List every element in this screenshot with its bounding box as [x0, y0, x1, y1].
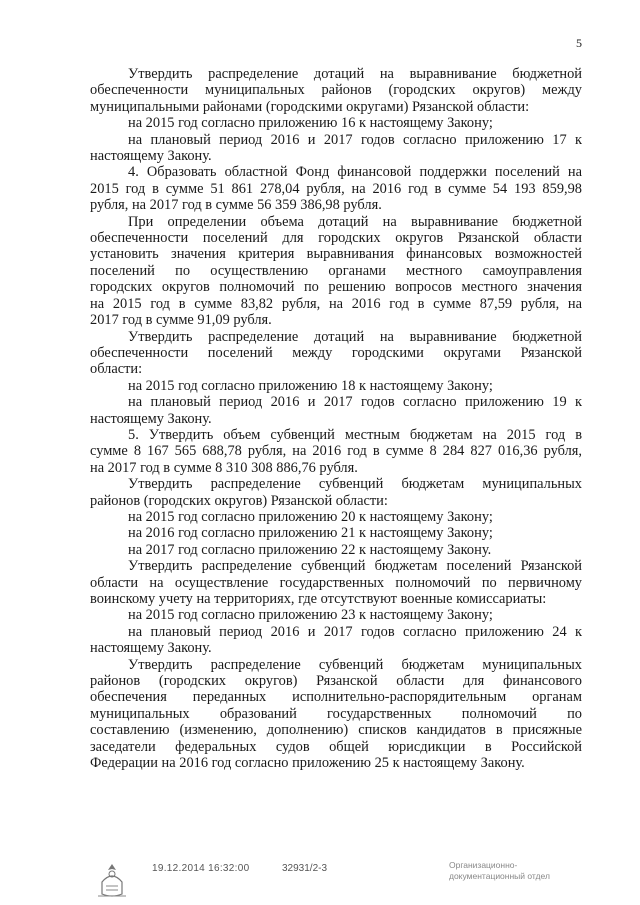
text-line: на 2015 год в сумме 83,82 рубля, на 2016 год в сумме 87,59 рубля, на: [90, 295, 582, 312]
text-line: области:: [90, 361, 143, 378]
page-number: 5: [576, 36, 582, 50]
text-line: обеспеченности поселений между городскими округами Рязанской: [90, 344, 582, 361]
text-line: на плановый период 2016 и 2017 годов согласно приложению 19 к: [128, 394, 582, 411]
text-line: обеспеченности поселений для городских округов Рязанской области: [90, 230, 582, 247]
timestamp: 19.12.2014 16:32:00: [152, 863, 250, 874]
text-line: поселений по осуществлению органами местного самоуправления: [90, 262, 582, 279]
text-line: настоящему Закону.: [90, 148, 212, 165]
department-stamp: [449, 860, 550, 882]
text-line: на 2015 год согласно приложению 20 к настоящему Закону;: [128, 508, 493, 525]
text-line: установить значения критерия выравнивания финансовых возможностей: [90, 246, 582, 263]
text-line: обеспечения переданных исполнительно-распорядительным органам: [90, 689, 582, 706]
text-line: на плановый период 2016 и 2017 годов согласно приложению 17 к: [128, 131, 582, 148]
text-line: Утвердить распределение дотаций на выравнивание бюджетной: [128, 66, 582, 82]
text-line: муниципальными районами (городскими округами) Рязанской области:: [90, 98, 530, 115]
document-number: 32931/2-3: [282, 863, 328, 874]
text-line: При определении объема дотаций на выравнивание бюджетной: [128, 213, 582, 230]
text-line: Утвердить распределение субвенций бюджетам поселений Рязанской: [128, 558, 582, 575]
text-line: настоящему Закону.: [90, 640, 212, 657]
text-line: области на осуществление государственных полномочий по первичному: [90, 574, 582, 591]
text-line: рубля, на 2017 год в сумме 56 359 386,98 рубля.: [90, 197, 382, 214]
text-line: городских округов полномочий по решению вопросов местного значения: [90, 279, 582, 296]
text-line: на 2017 год в сумме 8 310 308 886,76 рубля.: [90, 459, 358, 476]
text-line: Утвердить распределение субвенций бюджетам муниципальных: [128, 656, 582, 673]
text-line: на 2016 год согласно приложению 21 к настоящему Закону;: [128, 525, 493, 542]
text-line: Федерации на 2016 год согласно приложению 25 к настоящему Закону.: [90, 755, 525, 772]
text-line: на плановый период 2016 и 2017 годов согласно приложению 24 к: [128, 623, 582, 640]
text-line: Утвердить распределение дотаций на выравнивание бюджетной: [128, 328, 582, 345]
text-line: районов (городских округов) Рязанской области:: [90, 492, 388, 509]
text-line: 5. Утвердить объем субвенций местным бюджетам на 2015 год в: [128, 426, 582, 443]
document-body: [90, 66, 582, 771]
text-line: заседатели федеральных судов общей юрисдикции в Российской: [90, 738, 582, 755]
coat-of-arms-icon: [92, 860, 132, 900]
text-line: составлению (изменению, дополнению) списков кандидатов в присяжные: [90, 722, 582, 739]
text-line: воинскому учету на территориях, где отсутствуют военные комиссариаты:: [90, 591, 547, 607]
text-line: Утвердить распределение субвенций бюджетам муниципальных: [128, 476, 582, 493]
text-line: на 2015 год согласно приложению 18 к настоящему Закону;: [128, 377, 493, 394]
text-line: сумме 8 167 565 688,78 рубля, на 2016 год в сумме 8 284 827 016,36 рубля,: [90, 443, 582, 460]
text-line: муниципальных образований государственных полномочий по: [90, 705, 582, 722]
text-line: обеспеченности муниципальных районов (городских округов) между: [90, 82, 582, 99]
department-line-2: документационный отдел: [449, 871, 550, 881]
text-line: на 2015 год согласно приложению 16 к настоящему Закону;: [128, 115, 493, 132]
text-line: районов (городских округов) Рязанской области для финансового: [90, 673, 582, 690]
text-line: настоящему Закону.: [90, 410, 212, 427]
text-line: 4. Образовать областной Фонд финансовой поддержки поселений на: [128, 164, 582, 181]
text-line: на 2015 год согласно приложению 23 к настоящему Закону;: [128, 607, 493, 624]
text-line: на 2017 год согласно приложению 22 к настоящему Закону.: [128, 541, 492, 558]
department-line-1: Организационно-: [449, 860, 518, 870]
text-line: 2017 год в сумме 91,09 рубля.: [90, 312, 272, 329]
text-line: 2015 год в сумме 51 861 278,04 рубля, на 2016 год в сумме 54 193 859,98: [90, 180, 582, 197]
footer: [0, 860, 640, 900]
